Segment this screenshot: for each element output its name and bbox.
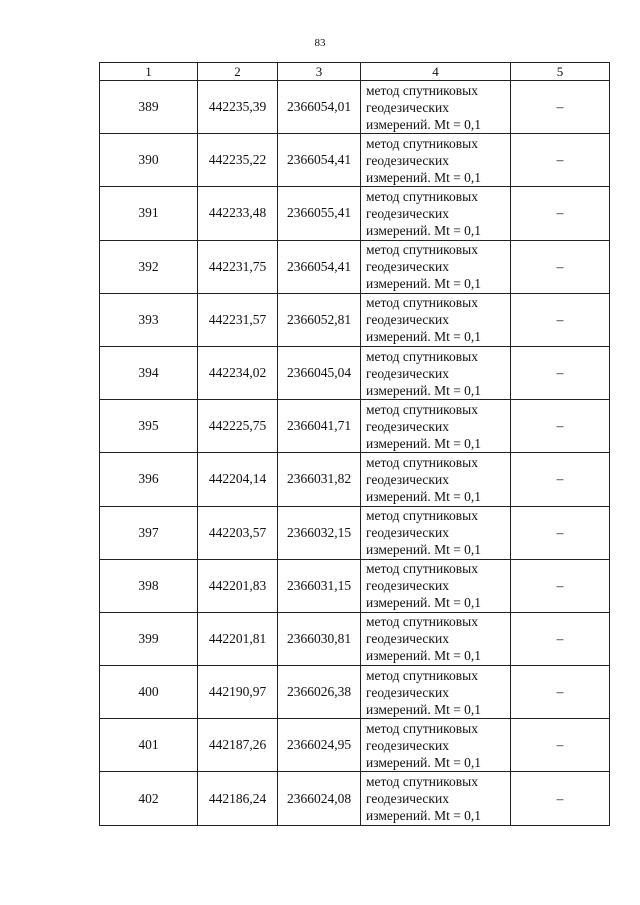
x-coordinate-cell: 442233,48	[198, 187, 278, 240]
method-line: геодезических	[366, 152, 449, 168]
method-line: метод спутниковых	[366, 348, 478, 364]
note-cell: –	[511, 612, 610, 665]
table-row	[100, 134, 610, 187]
note-cell: –	[511, 187, 610, 240]
point-number-cell: 400	[100, 666, 198, 719]
method-line: метод спутниковых	[366, 720, 478, 736]
method-cell	[361, 612, 511, 665]
method-line: измерений. Mt = 0,1	[366, 116, 482, 132]
method-line: метод спутниковых	[366, 454, 478, 470]
method-cell	[361, 81, 511, 134]
point-number-cell: 391	[100, 187, 198, 240]
method-line: измерений. Mt = 0,1	[366, 701, 482, 717]
method-line: измерений. Mt = 0,1	[366, 329, 482, 345]
note-cell: –	[511, 719, 610, 772]
table-row	[100, 240, 610, 293]
table-row	[100, 400, 610, 453]
method-line: геодезических	[366, 631, 449, 647]
x-coordinate-cell: 442187,26	[198, 719, 278, 772]
note-cell: –	[511, 453, 610, 506]
method-cell	[361, 293, 511, 346]
x-coordinate-cell: 442186,24	[198, 772, 278, 825]
point-number-cell: 401	[100, 719, 198, 772]
point-number-cell: 395	[100, 400, 198, 453]
method-line: метод спутниковых	[366, 188, 478, 204]
method-line: измерений. Mt = 0,1	[366, 595, 482, 611]
method-line: метод спутниковых	[366, 82, 478, 98]
note-cell: –	[511, 506, 610, 559]
method-line: геодезических	[366, 791, 449, 807]
x-coordinate-cell: 442225,75	[198, 400, 278, 453]
point-number-cell: 389	[100, 81, 198, 134]
method-line: измерений. Mt = 0,1	[366, 808, 482, 824]
y-coordinate-cell: 2366032,15	[278, 506, 361, 559]
method-line: метод спутниковых	[366, 242, 478, 258]
method-line: геодезических	[366, 259, 449, 275]
x-coordinate-cell: 442235,39	[198, 81, 278, 134]
point-number-cell: 402	[100, 772, 198, 825]
y-coordinate-cell: 2366054,41	[278, 134, 361, 187]
method-line: геодезических	[366, 471, 449, 487]
method-line: геодезических	[366, 578, 449, 594]
column-header-3: 3	[278, 63, 361, 81]
y-coordinate-cell: 2366054,41	[278, 240, 361, 293]
point-number-cell: 393	[100, 293, 198, 346]
method-cell	[361, 400, 511, 453]
column-header-4: 4	[361, 63, 511, 81]
y-coordinate-cell: 2366024,95	[278, 719, 361, 772]
point-number-cell: 398	[100, 559, 198, 612]
column-header-2: 2	[198, 63, 278, 81]
method-line: метод спутниковых	[366, 667, 478, 683]
y-coordinate-cell: 2366054,01	[278, 81, 361, 134]
note-cell: –	[511, 81, 610, 134]
method-cell	[361, 187, 511, 240]
table-row	[100, 666, 610, 719]
method-cell	[361, 772, 511, 825]
method-cell	[361, 559, 511, 612]
method-line: метод спутниковых	[366, 561, 478, 577]
note-cell: –	[511, 400, 610, 453]
note-cell: –	[511, 666, 610, 719]
x-coordinate-cell: 442203,57	[198, 506, 278, 559]
table-row	[100, 293, 610, 346]
column-header-1: 1	[100, 63, 198, 81]
y-coordinate-cell: 2366041,71	[278, 400, 361, 453]
x-coordinate-cell: 442231,57	[198, 293, 278, 346]
method-line: измерений. Mt = 0,1	[366, 542, 482, 558]
point-number-cell: 397	[100, 506, 198, 559]
point-number-cell: 396	[100, 453, 198, 506]
method-line: геодезических	[366, 365, 449, 381]
page-number: 83	[314, 37, 326, 49]
method-line: геодезических	[366, 312, 449, 328]
table-row	[100, 506, 610, 559]
method-line: измерений. Mt = 0,1	[366, 754, 482, 770]
x-coordinate-cell: 442201,83	[198, 559, 278, 612]
y-coordinate-cell: 2366026,38	[278, 666, 361, 719]
table-row	[100, 772, 610, 825]
method-line: метод спутниковых	[366, 401, 478, 417]
table-row	[100, 81, 610, 134]
method-line: метод спутниковых	[366, 614, 478, 630]
note-cell: –	[511, 134, 610, 187]
method-line: измерений. Mt = 0,1	[366, 276, 482, 292]
table-row	[100, 346, 610, 399]
method-line: метод спутниковых	[366, 774, 478, 790]
table-row	[100, 559, 610, 612]
method-line: измерений. Mt = 0,1	[366, 222, 482, 238]
point-number-cell: 390	[100, 134, 198, 187]
note-cell: –	[511, 240, 610, 293]
method-line: геодезических	[366, 684, 449, 700]
coordinates-table	[99, 62, 610, 826]
x-coordinate-cell: 442190,97	[198, 666, 278, 719]
method-line: метод спутниковых	[366, 135, 478, 151]
x-coordinate-cell: 442201,81	[198, 612, 278, 665]
method-line: измерений. Mt = 0,1	[366, 435, 482, 451]
method-line: метод спутниковых	[366, 295, 478, 311]
method-line: измерений. Mt = 0,1	[366, 648, 482, 664]
table-row	[100, 453, 610, 506]
y-coordinate-cell: 2366024,08	[278, 772, 361, 825]
note-cell: –	[511, 559, 610, 612]
point-number-cell: 399	[100, 612, 198, 665]
method-cell	[361, 453, 511, 506]
method-line: метод спутниковых	[366, 508, 478, 524]
method-cell	[361, 134, 511, 187]
note-cell: –	[511, 346, 610, 399]
method-line: измерений. Mt = 0,1	[366, 169, 482, 185]
column-header-5: 5	[511, 63, 610, 81]
y-coordinate-cell: 2366031,15	[278, 559, 361, 612]
table-body	[100, 81, 610, 826]
x-coordinate-cell: 442234,02	[198, 346, 278, 399]
y-coordinate-cell: 2366030,81	[278, 612, 361, 665]
y-coordinate-cell: 2366052,81	[278, 293, 361, 346]
method-line: измерений. Mt = 0,1	[366, 488, 482, 504]
method-line: геодезических	[366, 418, 449, 434]
method-cell	[361, 506, 511, 559]
y-coordinate-cell: 2366055,41	[278, 187, 361, 240]
y-coordinate-cell: 2366031,82	[278, 453, 361, 506]
table-row	[100, 187, 610, 240]
method-cell	[361, 346, 511, 399]
method-line: измерений. Mt = 0,1	[366, 382, 482, 398]
method-line: геодезических	[366, 99, 449, 115]
method-cell	[361, 719, 511, 772]
x-coordinate-cell: 442231,75	[198, 240, 278, 293]
method-cell	[361, 240, 511, 293]
point-number-cell: 392	[100, 240, 198, 293]
x-coordinate-cell: 442204,14	[198, 453, 278, 506]
method-line: геодезических	[366, 737, 449, 753]
method-line: геодезических	[366, 525, 449, 541]
y-coordinate-cell: 2366045,04	[278, 346, 361, 399]
method-cell	[361, 666, 511, 719]
point-number-cell: 394	[100, 346, 198, 399]
note-cell: –	[511, 772, 610, 825]
table-row	[100, 719, 610, 772]
x-coordinate-cell: 442235,22	[198, 134, 278, 187]
table-row	[100, 612, 610, 665]
table-header-row	[100, 63, 610, 81]
method-line: геодезических	[366, 205, 449, 221]
note-cell: –	[511, 293, 610, 346]
